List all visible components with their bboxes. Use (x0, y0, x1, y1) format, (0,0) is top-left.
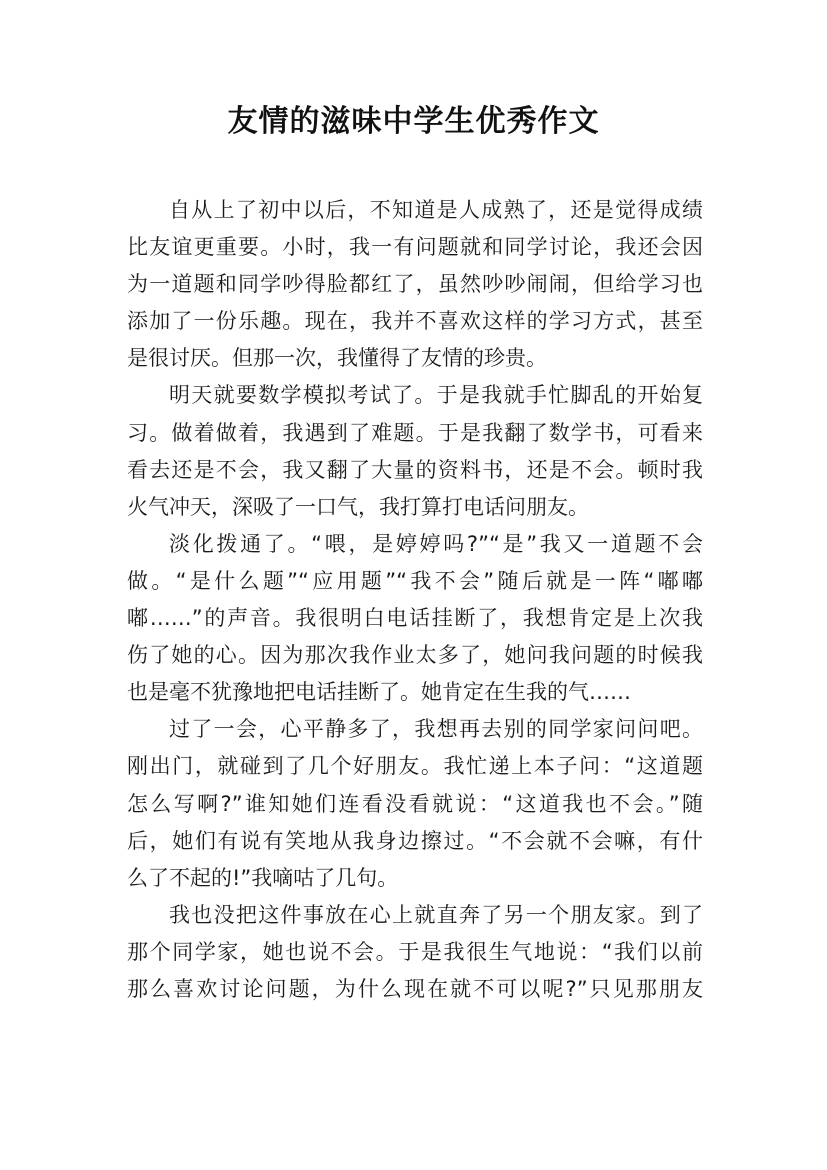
essay-body (127, 192, 703, 1008)
text-line: 是很讨厌。但那一次，我懂得了友情的珍贵。 (127, 346, 547, 371)
text-line: 那么喜欢讨论问题，为什么现在就不可以呢?”只见那朋友 (127, 976, 703, 1001)
text-line: 我也没把这件事放在心上就直奔了另一个朋友家。到了 (169, 902, 703, 927)
text-line: 么了不起的!”我嘀咕了几句。 (127, 865, 399, 890)
text-line: 淡化拨通了。“喂，是婷婷吗?”“是”我又一道题不会 (169, 531, 703, 556)
text-line: 后，她们有说有笑地从我身边擦过。“不会就不会嘛，有什 (127, 828, 703, 853)
text-line: 刚出门，就碰到了几个好朋友。我忙递上本子问：“这道题 (127, 754, 703, 779)
text-line: 过了一会，心平静多了，我想再去别的同学家问问吧。 (169, 717, 703, 742)
text-line: 嘟……”的声音。我很明白电话挂断了，我想肯定是上次我 (127, 606, 703, 631)
text-line: 做。“是什么题”“应用题”“我不会”随后就是一阵“嘟嘟 (127, 568, 703, 593)
text-line: 那个同学家，她也说不会。于是我很生气地说：“我们以前 (127, 939, 703, 964)
text-line: 火气冲天，深吸了一口气，我打算打电话问朋友。 (127, 494, 589, 519)
text-line: 怎么写啊?”谁知她们连看没看就说：“这道我也不会。”随 (127, 791, 703, 816)
text-line: 自从上了初中以后，不知道是人成熟了，还是觉得成绩 (169, 198, 703, 222)
text-line: 也是毫不犹豫地把电话挂断了。她肯定在生我的气…… (127, 680, 631, 705)
document-title: 友情的滋味中学生优秀作文 (227, 104, 600, 139)
text-line: 添加了一份乐趣。现在，我并不喜欢这样的学习方式，甚至 (127, 309, 703, 334)
text-line: 为一道题和同学吵得脸都红了，虽然吵吵闹闹，但给学习也 (127, 272, 703, 297)
text-line: 明天就要数学模拟考试了。于是我就手忙脚乱的开始复 (169, 383, 703, 408)
text-line: 习。做着做着，我遇到了难题。于是我翻了数学书，可看来 (127, 420, 703, 445)
text-line: 比友谊更重要。小时，我一有问题就和同学讨论，我还会因 (127, 235, 703, 260)
text-line: 伤了她的心。因为那次我作业太多了，她问我问题的时候我 (127, 643, 703, 668)
text-line: 看去还是不会，我又翻了大量的资料书，还是不会。顿时我 (127, 457, 703, 482)
